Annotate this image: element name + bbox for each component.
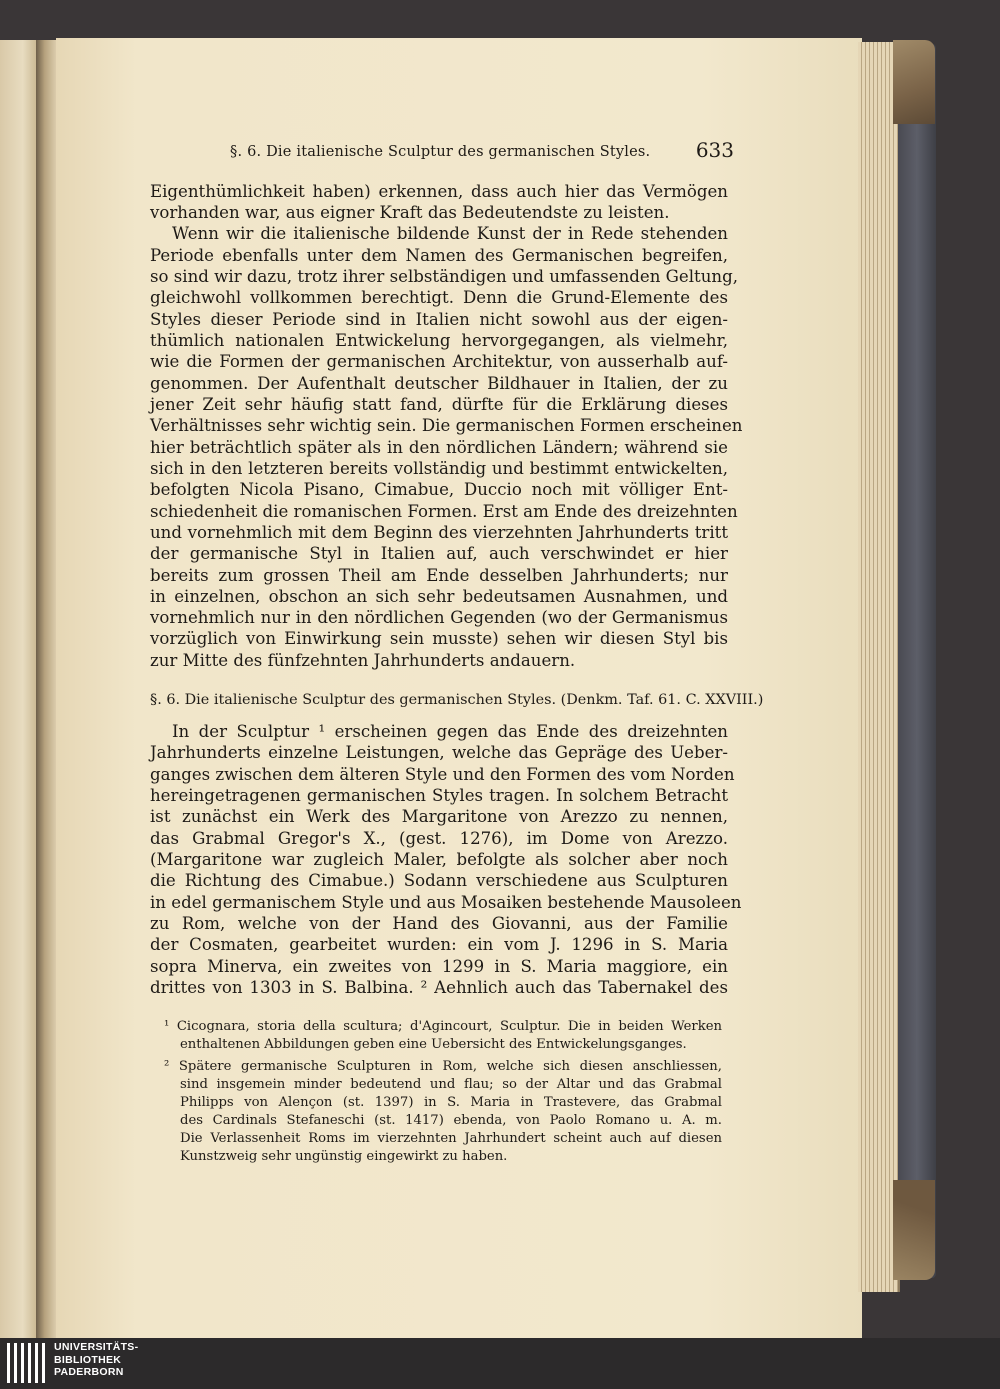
- footnote-line: des Cardinals Stefaneschi (st. 1417) ebenda, von Paolo Romano u. A. m.: [180, 1113, 722, 1128]
- body-line: Styles dieser Periode sind in Italien nicht sowohl aus der eigen-: [150, 310, 728, 329]
- body-line: bereits zum grossen Theil am Ende desselben Jahrhunderts; nur: [150, 566, 728, 585]
- body-line: so sind wir dazu, trotz ihrer selbständigen und umfassenden Geltung,: [150, 267, 738, 286]
- footnote-line: Kunstzweig sehr ungünstig eingewirkt zu haben.: [180, 1149, 508, 1164]
- cover-corner-top: [893, 40, 935, 124]
- section-line: In der Sculptur ¹ erscheinen gegen das Ende des dreizehnten: [172, 722, 728, 741]
- footnote-line: ¹ Cicognara, storia della scultura; d'Agincourt, Sculptur. Die in beiden Werken: [164, 1019, 722, 1034]
- footnote-line: sind insgemein minder bedeutend und flau; so der Altar und das Grabmal: [180, 1077, 722, 1092]
- body-line: hier beträchtlich später als in den nördlichen Ländern; während sie: [150, 438, 728, 457]
- section-line: ganges zwischen dem älteren Style und den Formen des vom Norden: [150, 765, 735, 784]
- book-gutter: [36, 40, 58, 1338]
- body-line: wie die Formen der germanischen Architektur, von ausserhalb auf-: [150, 352, 728, 371]
- logo-line: PADERBORN: [54, 1366, 124, 1378]
- body-line: thümlich nationalen Entwickelung hervorgegangen, als vielmehr,: [150, 331, 728, 350]
- body-line: genommen. Der Aufenthalt deutscher Bildhauer in Italien, der zu: [150, 374, 728, 393]
- body-line: vorhanden war, aus eigner Kraft das Bedeutendste zu leisten.: [150, 203, 670, 222]
- section-line: das Grabmal Gregor's X., (gest. 1276), im Dome von Arezzo.: [150, 829, 728, 848]
- section-line: Jahrhunderts einzelne Leistungen, welche das Gepräge des Ueber-: [150, 743, 728, 762]
- body-line: und vornehmlich mit dem Beginn des vierzehnten Jahrhunderts tritt: [150, 523, 728, 542]
- body-line: vornehmlich nur in den nördlichen Gegenden (wo der Germanismus: [150, 608, 728, 627]
- section-line: ist zunächst ein Werk des Margaritone von Arezzo zu nennen,: [150, 807, 728, 826]
- footnote-line: Die Verlassenheit Roms im vierzehnten Jahrhundert scheint auch auf diesen: [180, 1131, 722, 1146]
- section-line: hereingetragenen germanischen Styles tragen. In solchem Betracht: [150, 786, 728, 805]
- library-logo-icon: [6, 1341, 46, 1385]
- body-line: Verhältnisses sehr wichtig sein. Die germanischen Formen erscheinen: [150, 416, 743, 435]
- section-line: der Cosmaten, gearbeitet wurden: ein vom J. 1296 in S. Maria: [150, 935, 728, 954]
- footnote-line: ² Spätere germanische Sculpturen in Rom, welche sich diesen anschliessen,: [164, 1059, 722, 1074]
- section-line: drittes von 1303 in S. Balbina. ² Aehnlich auch das Tabernakel des: [150, 978, 728, 997]
- section-line: in edel germanischem Style und aus Mosaiken bestehende Mausoleen: [150, 893, 742, 912]
- book-cover: [898, 44, 936, 1278]
- body-line: Eigenthümlichkeit haben) erkennen, dass auch hier das Vermögen: [150, 182, 728, 201]
- body-line: Periode ebenfalls unter dem Namen des Germanischen begreifen,: [150, 246, 728, 265]
- body-line: gleichwohl vollkommen berechtigt. Denn die Grund-Elemente des: [150, 288, 728, 307]
- facing-page-edge: [0, 40, 38, 1338]
- section-heading: §. 6. Die italienische Sculptur des germanischen Styles. (Denkm. Taf. 61. C. XXVIII.): [150, 692, 764, 708]
- body-line: jener Zeit sehr häufig statt fand, dürfte für die Erklärung dieses: [150, 395, 728, 414]
- body-line: schiedenheit die romanischen Formen. Erst am Ende des dreizehnten: [150, 502, 738, 521]
- library-logo-text: [54, 1341, 174, 1379]
- section-line: (Margaritone war zugleich Maler, befolgte als solcher aber noch: [150, 850, 728, 869]
- body-line: der germanische Styl in Italien auf, auch verschwindet er hier: [150, 544, 728, 563]
- body-line: befolgten Nicola Pisano, Cimabue, Duccio noch mit völliger Ent-: [150, 480, 728, 499]
- body-line: zur Mitte des fünfzehnten Jahrhunderts andauern.: [150, 651, 576, 670]
- running-head: §. 6. Die italienische Sculptur des germanischen Styles.: [230, 144, 651, 160]
- logo-line: BIBLIOTHEK: [54, 1353, 122, 1366]
- body-line: sich in den letzteren bereits vollständig und bestimmt entwickelten,: [150, 459, 728, 478]
- body-line: vorzüglich von Einwirkung sein musste) sehen wir diesen Styl bis: [150, 629, 728, 648]
- footnote-line: Philipps von Alençon (st. 1397) in S. Maria in Trastevere, das Grabmal: [180, 1095, 722, 1110]
- section-line: sopra Minerva, ein zweites von 1299 in S. Maria maggiore, ein: [150, 957, 728, 976]
- body-line: Wenn wir die italienische bildende Kunst der in Rede stehenden: [172, 224, 728, 243]
- cover-corner-bottom: [893, 1180, 935, 1280]
- body-line: in einzelnen, obschon an sich sehr bedeutsamen Ausnahmen, und: [150, 587, 728, 606]
- section-line: die Richtung des Cimabue.) Sodann verschiedene aus Sculpturen: [150, 871, 728, 890]
- page-edges: [858, 42, 900, 1292]
- section-line: zu Rom, welche von der Hand des Giovanni, aus der Familie: [150, 914, 728, 933]
- page-number: 633: [695, 138, 734, 162]
- logo-line: UNIVERSITÄTS-: [54, 1341, 139, 1353]
- footnote-line: enthaltenen Abbildungen geben eine Uebersicht des Entwickelungsganges.: [180, 1037, 687, 1052]
